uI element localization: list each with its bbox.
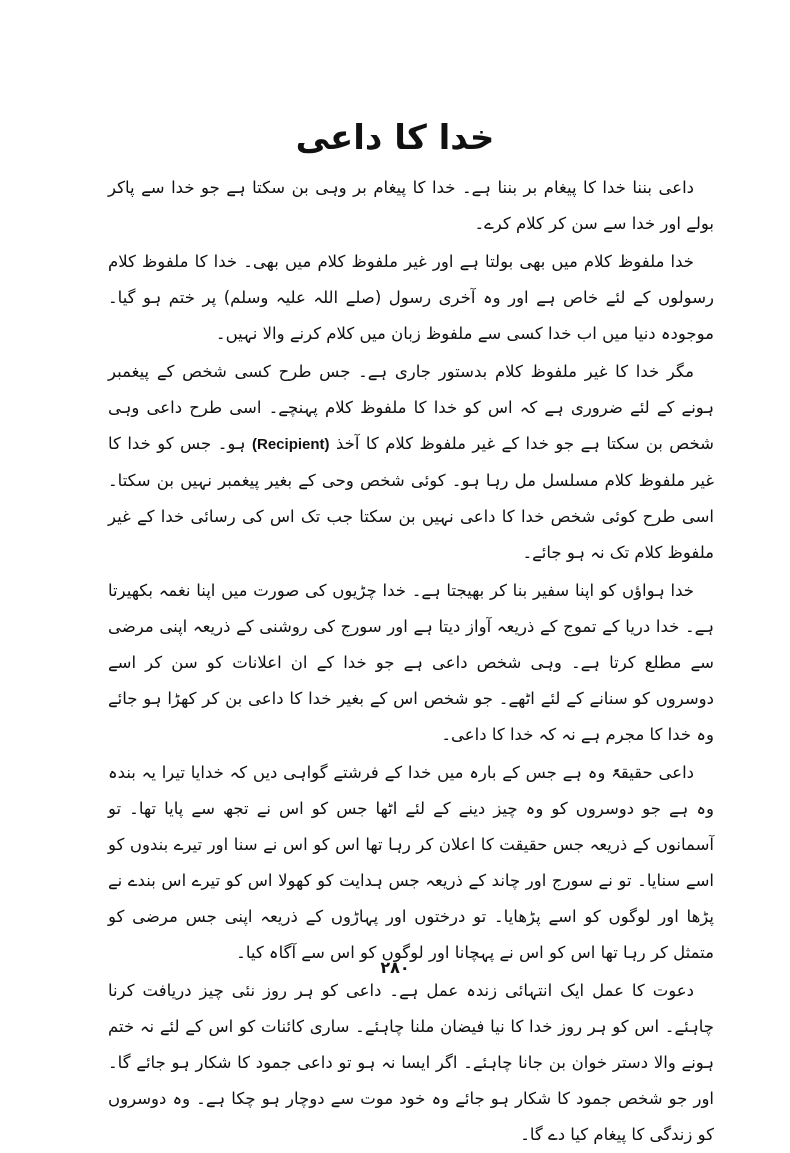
page-number: ۲۸۰ <box>380 958 410 977</box>
paragraph-6 <box>108 973 714 1153</box>
paragraph-2-text: خدا ملفوظ کلام میں بھی بولتا ہے اور غیر ملفوظ کلام میں بھی۔ خدا کا ملفوظ کلام رسولوں کے لئے خاص ہے اور وہ آخری رسول (صلے اللہ علیہ وسلم) پر ختم ہو گیا۔ موجودہ دنیا میں اب خدا کسی سے ملفوظ زبان میں کلام کرنے والا نہیں۔ <box>108 252 714 343</box>
paragraph-5-text: داعی حقیقۃً وہ ہے جس کے بارہ میں خدا کے فرشتے گواہی دیں کہ خدایا تیرا یہ بندہ وہ ہے جو دوسروں کو وہ چیز دینے کے لئے اٹھا جس کو اس نے تجھ سے پایا تھا۔ تو آسمانوں کے ذریعہ جس حقیقت کا اعلان کر رہا تھا اس کو اس نے سنا اور تیرے بندوں کو اسے سنایا۔ تو نے سورج اور چاند کے ذریعہ جس ہدایت کو کھولا اس کو تیرے اس بندے نے پڑھا اور لوگوں کو اسے پڑھایا۔ تو درختوں اور پہاڑوں کے ذریعہ اپنی جس مرضی کو متمثل کر رہا تھا اس کو اس نے پہچانا اور لوگوں کو اس سے آگاہ کیا۔ <box>108 763 714 962</box>
paragraph-2 <box>108 244 714 352</box>
paragraph-3 <box>108 354 714 571</box>
paragraph-1-text: داعی بننا خدا کا پیغام بر بننا ہے۔ خدا کا پیغام بر وہی بن سکتا ہے جو خدا سے پاکر بولے اور خدا سے سن کر کلام کرے۔ <box>108 178 714 233</box>
paragraph-3-text-after: ہو۔ جس کو خدا کا غیر ملفوظ کلام مسلسل مل رہا ہو۔ کوئی شخص وحی کے بغیر پیغمبر نہیں بن سکتا۔ اسی طرح کوئی شخص خدا کا داعی نہیں بن سکتا جب تک اس کی رسائی خدا کے غیر ملفوظ کلام تک نہ ہو جائے۔ <box>108 434 714 562</box>
paragraph-5 <box>108 755 714 971</box>
paragraph-1 <box>108 170 714 242</box>
paragraph-3-text-before: مگر خدا کا غیر ملفوظ کلام بدستور جاری ہے۔ جس طرح کسی شخص کے پیغمبر ہونے کے لئے ضروری ہے کہ اس کو خدا کا ملفوظ کلام پہنچے۔ اسی طرح داعی وہی شخص بن سکتا ہے جو خدا کے غیر ملفوظ کلام کا آخذ <box>108 362 715 453</box>
paragraph-4 <box>108 573 714 753</box>
paragraph-4-text: خدا ہواؤں کو اپنا سفیر بنا کر بھیجتا ہے۔ خدا چڑیوں کی صورت میں اپنا نغمہ بکھیرتا ہے۔ خدا دریا کے تموج کے ذریعہ آواز دیتا ہے اور سورج کی روشنی کے ذریعہ اپنی مرضی سے مطلع کرتا ہے۔ وہی شخص داعی ہے جو خدا کے ان اعلانات کو سن کر اسے دوسروں کو سنانے کے لئے اٹھے۔ جو شخص اس کے بغیر خدا کا داعی بن کر کھڑا ہو جائے وہ خدا کا مجرم ہے نہ کہ خدا کا داعی۔ <box>108 581 714 744</box>
body-text <box>108 170 714 1153</box>
page-title: خدا کا داعی <box>295 118 495 158</box>
recipient-term: (Recipient) <box>252 436 330 453</box>
paragraph-6-text: دعوت کا عمل ایک انتہائی زندہ عمل ہے۔ داعی کو ہر روز نئی چیز دریافت کرنا چاہئے۔ اس کو ہر روز خدا کا نیا فیضان ملنا چاہئے۔ ساری کائنات کو اس کے لئے نہ ختم ہونے والا دستر خوان بن جانا چاہئے۔ اگر ایسا نہ ہو تو داعی جمود کا شکار ہو جائے گا۔ اور جو شخص جمود کا شکار ہو جائے وہ خود موت سے دوچار ہو چکا ہے۔ وہ دوسروں کو زندگی کا پیغام کیا دے گا۔ <box>108 981 714 1144</box>
